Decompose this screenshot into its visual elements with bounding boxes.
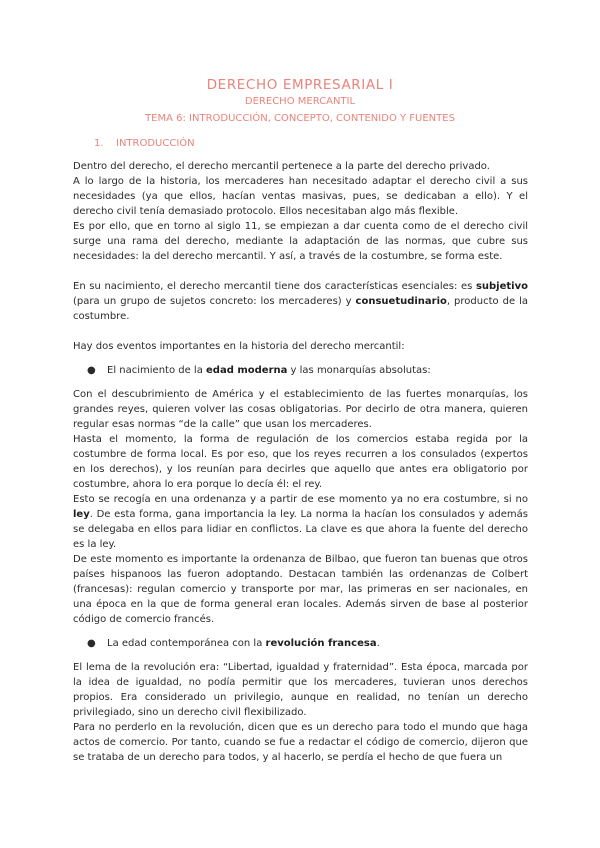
list-item (73, 363, 528, 378)
text-run: . De esta forma, gana importancia la ley. La norma la hacían los consulados y además se delegaba en ellos para lidiar en conflictos. La clave es que ahora la fuente del derecho es la ley. (73, 509, 528, 550)
bullet-icon: ● (87, 638, 96, 649)
bold-term: consuetudinario (355, 296, 447, 307)
paragraph: Hasta el momento, la forma de regulación de los comercios estaba regida por la costumbre de forma local. Es por eso, que los reyes recurren a los consulados (expertos en los derechos), y los reunían para decirles que aquello que antes era obligatorio por costumbre, ahora lo era porque lo decía él: el rey. (73, 434, 528, 490)
text-run: En su nacimiento, el derecho mercantil tiene dos características esenciales: es (73, 281, 476, 292)
paragraph: El lema de la revolución era: “Libertad, igualdad y fraternidad”. Esta época, marcada por la idea de igualdad, no podía permitir que los mercaderes, tuvieran unos derechos propios. Era considerado un privilegio, aunque en realidad, no tenían un derecho privilegiado, sino un derecho civil flexibilizado. (73, 662, 528, 718)
text-run: La edad contemporánea con la (107, 638, 266, 649)
list-item (73, 636, 528, 651)
paragraph: Para no perderlo en la revolución, dicen que es un derecho para todo el mundo que haga actos de comercio. Por tanto, cuando se fue a redactar el código de comercio, dijeron que se trataba de un derecho para todos, y al hacerlo, se perdía el hecho de que fuera un (73, 722, 528, 763)
text-run: . (376, 638, 380, 649)
text-run: (para un grupo de sujetos concreto: los mercaderes) y (73, 296, 356, 307)
paragraph (73, 279, 528, 324)
bullet-icon: ● (87, 365, 96, 376)
paragraph (73, 492, 528, 552)
paragraph: Con el descubrimiento de América y el establecimiento de las fuertes monarquías, los grandes reyes, quieren volver las cosas obligatorias. Por decirlo de otra manera, quieren regular esas normas “de la calle” que usan los mercaderes. (73, 389, 528, 430)
document-subtitle: DERECHO MERCANTIL (244, 96, 356, 107)
section-heading (94, 138, 195, 149)
section-number: 1. (94, 138, 104, 149)
bold-term: ley (73, 509, 90, 520)
document-title: DERECHO EMPRESARIAL I (206, 77, 394, 93)
bold-term: subjetivo (475, 281, 528, 292)
text-run: , producto de la costumbre. (73, 296, 528, 322)
document-body (73, 159, 528, 765)
bold-term: edad moderna (206, 365, 288, 376)
paragraph: De este momento es importante la ordenanza de Bilbao, que fueron tan buenas que otros países hispanoos las fueron adoptando. Destacan también las ordenanzas de Colbert (francesas): regulan comercio y transporte por mar, las primeras en ser nacionales, en una época en la que de forma general eran locales. Además sirven de base al posterior código de comercio francés. (73, 554, 528, 625)
paragraph: Hay dos eventos importantes en la historia del derecho mercantil: (73, 341, 405, 352)
paragraph: A lo largo de la historia, los mercaderes han necesitado adaptar el derecho civil a sus necesidades (ya que ellos, hacían ventas masivas, pues, se dedicaban a ello). Y el derecho civil tenía demasiado protocolo. Ellos necesitaban algo más flexible. (73, 176, 528, 217)
section-title: INTRODUCCIÓN (116, 138, 195, 149)
text-run: Esto se recogía en una ordenanza y a partir de ese momento ya no era costumbre, si no (73, 494, 528, 505)
topic-heading: TEMA 6: INTRODUCCIÓN, CONCEPTO, CONTENIDO Y FUENTES (145, 113, 455, 124)
list-item-text (107, 636, 528, 651)
bold-term: revolución francesa (265, 638, 377, 649)
text-run: El nacimiento de la (107, 365, 207, 376)
paragraph: Dentro del derecho, el derecho mercantil pertenece a la parte del derecho privado. (73, 161, 490, 172)
paragraph: Es por ello, que en torno al siglo 11, se empiezan a dar cuenta como de el derecho civil surge una rama del derecho, mediante la adaptación de las normas, que cubre sus necesidades: la del derecho mercantil. Y así, a través de la costumbre, se forma este. (73, 221, 528, 262)
text-run: y las monarquías absolutas: (287, 365, 431, 376)
list-item-text (107, 363, 528, 378)
